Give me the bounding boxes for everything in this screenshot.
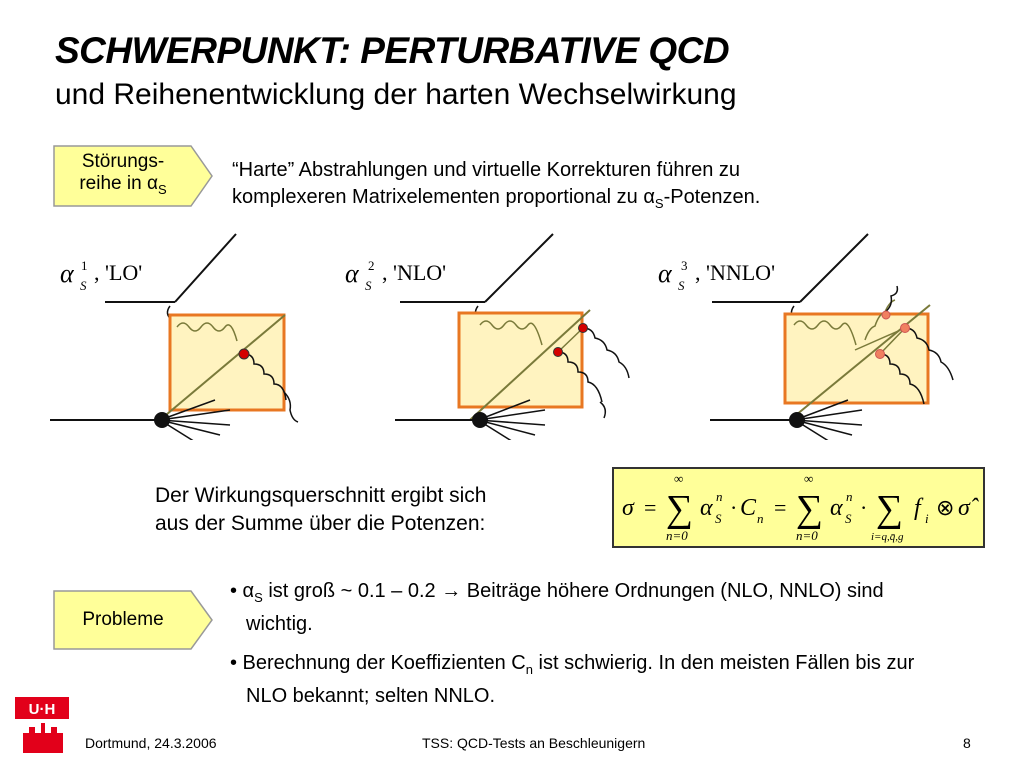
formula-n0-2: n=0 [796, 528, 818, 543]
formula-dot2: · [860, 495, 868, 520]
alpha-sub-3: S [678, 278, 685, 293]
bullet-2 [230, 650, 950, 710]
page-number: 8 [963, 735, 971, 751]
formula-eq1: = [644, 495, 657, 520]
tag2-label: Probleme [82, 609, 164, 630]
formula-eq2: = [774, 495, 787, 520]
vertex-2a [579, 324, 588, 333]
tag-line1: Störungs- [81, 151, 165, 173]
proton-remnant-2 [472, 412, 488, 428]
formula-sum3: ∑ [876, 488, 904, 530]
intro-line1: “Harte” Abstrahlungen und virtuelle Korrekturen führen zu [232, 159, 741, 181]
formula-alpha2: α [830, 495, 843, 521]
diagram-label-1: , 'LO' [94, 260, 143, 285]
vertex-3c [882, 311, 890, 319]
feynman-diagrams [0, 220, 1024, 440]
slide-subtitle: und Reihenentwicklung der harten Wechselwirkung [55, 78, 737, 111]
vertex-3b [876, 350, 885, 359]
intro-text [232, 157, 760, 217]
bullet-1-sub: S [254, 590, 263, 605]
footer-title: TSS: QCD-Tests an Beschleunigern [422, 735, 646, 751]
intro-line2-pre: komplexeren Matrixelementen proportional zu α [232, 186, 655, 208]
tag-probleme [53, 590, 213, 650]
bullet-2-pre: • Berechnung der Koeffizienten C [230, 652, 526, 674]
intro-line2 [232, 184, 760, 217]
uhh-logo [15, 697, 69, 753]
diagram-nlo [345, 234, 629, 440]
vertex-3a [901, 324, 910, 333]
bullet-1-post: ist groß ~ 0.1 – 0.2 → Beiträge höhere Ordnungen (NLO, NNLO) sind wichtig. [246, 580, 884, 635]
svg-text:U·H: U·H [28, 701, 56, 718]
formula-dot1: · [730, 495, 738, 520]
sum-line1: Der Wirkungsquerschnitt ergibt sich [155, 484, 487, 507]
alpha-power-3: 3 [681, 258, 688, 273]
bullet-1-pre: • α [230, 580, 255, 602]
formula-sum1: ∑ [666, 488, 694, 530]
vertex-1 [239, 349, 249, 359]
uhh-logo-svg [15, 697, 69, 753]
diagram-label-3-text: 'NNLO' [706, 260, 776, 285]
alpha-symbol-2: α [345, 259, 359, 288]
intro-line2-post: -Potenzen. [663, 186, 761, 208]
formula-alpha1: α [700, 495, 713, 521]
formula-s2: S [845, 511, 852, 526]
formula-sigma-hat: σ̂ [958, 495, 970, 521]
formula-f: f [914, 495, 921, 521]
bullet-2-sub: n [525, 662, 533, 677]
formula-cn: n [757, 511, 764, 526]
slide-title: SCHWERPUNKT: PERTURBATIVE QCD [55, 30, 730, 71]
tag-label [53, 145, 193, 207]
diagram-label-1-text: 'LO' [105, 260, 143, 285]
intro-line2-sub: S [654, 196, 664, 211]
formula-c: C [740, 495, 757, 521]
formula-sigma: σ [622, 495, 634, 521]
problem-bullets [230, 578, 950, 722]
alpha-power-2: 2 [368, 258, 375, 273]
proton-remnant-1 [154, 412, 170, 428]
formula-sum2: ∑ [796, 488, 824, 530]
tag-line2-sub: S [157, 181, 167, 197]
formula-inf1: ∞ [674, 471, 684, 486]
formula-n1: n [716, 489, 723, 504]
alpha-power-1: 1 [81, 258, 88, 273]
hard-process-box-2 [459, 313, 582, 407]
formula-s1: S [715, 511, 722, 526]
sum-line2: aus der Summe über die Potenzen: [155, 512, 486, 535]
alpha-sub-2: S [365, 278, 372, 293]
bullet-2-post: ist schwierig. In den meisten Fällen bis zur NLO bekannt; selten NNLO. [246, 652, 915, 707]
alpha-sub-1: S [80, 278, 87, 293]
footer-date: Dortmund, 24.3.2006 [85, 735, 217, 751]
formula-n0-1: n=0 [666, 528, 688, 543]
formula-range: i=q,q̄,g [871, 531, 904, 543]
vertex-2b [554, 348, 563, 357]
tag-line2-text: reihe in α [79, 173, 158, 195]
alpha-symbol-3: α [658, 259, 672, 288]
bullet-1 [230, 578, 950, 638]
proton-remnant-3 [789, 412, 805, 428]
formula-otimes: ⊗ [936, 495, 955, 520]
tag-stoerungsreihe [53, 145, 213, 207]
diagram-label-2: , 'NLO' [382, 260, 447, 285]
diagram-label-3: , 'NNLO' [695, 260, 776, 285]
diagram-nnlo [658, 234, 953, 440]
formula-box [612, 467, 985, 548]
formula-n2: n [846, 489, 853, 504]
tag-line2 [79, 173, 166, 201]
diagram-label-2-text: 'NLO' [393, 260, 447, 285]
diagram-lo [50, 234, 298, 440]
formula-inf2: ∞ [804, 471, 814, 486]
sum-text [155, 482, 486, 538]
alpha-symbol-1: α [60, 259, 74, 288]
formula-svg [614, 469, 983, 546]
formula-fi: i [925, 511, 929, 526]
